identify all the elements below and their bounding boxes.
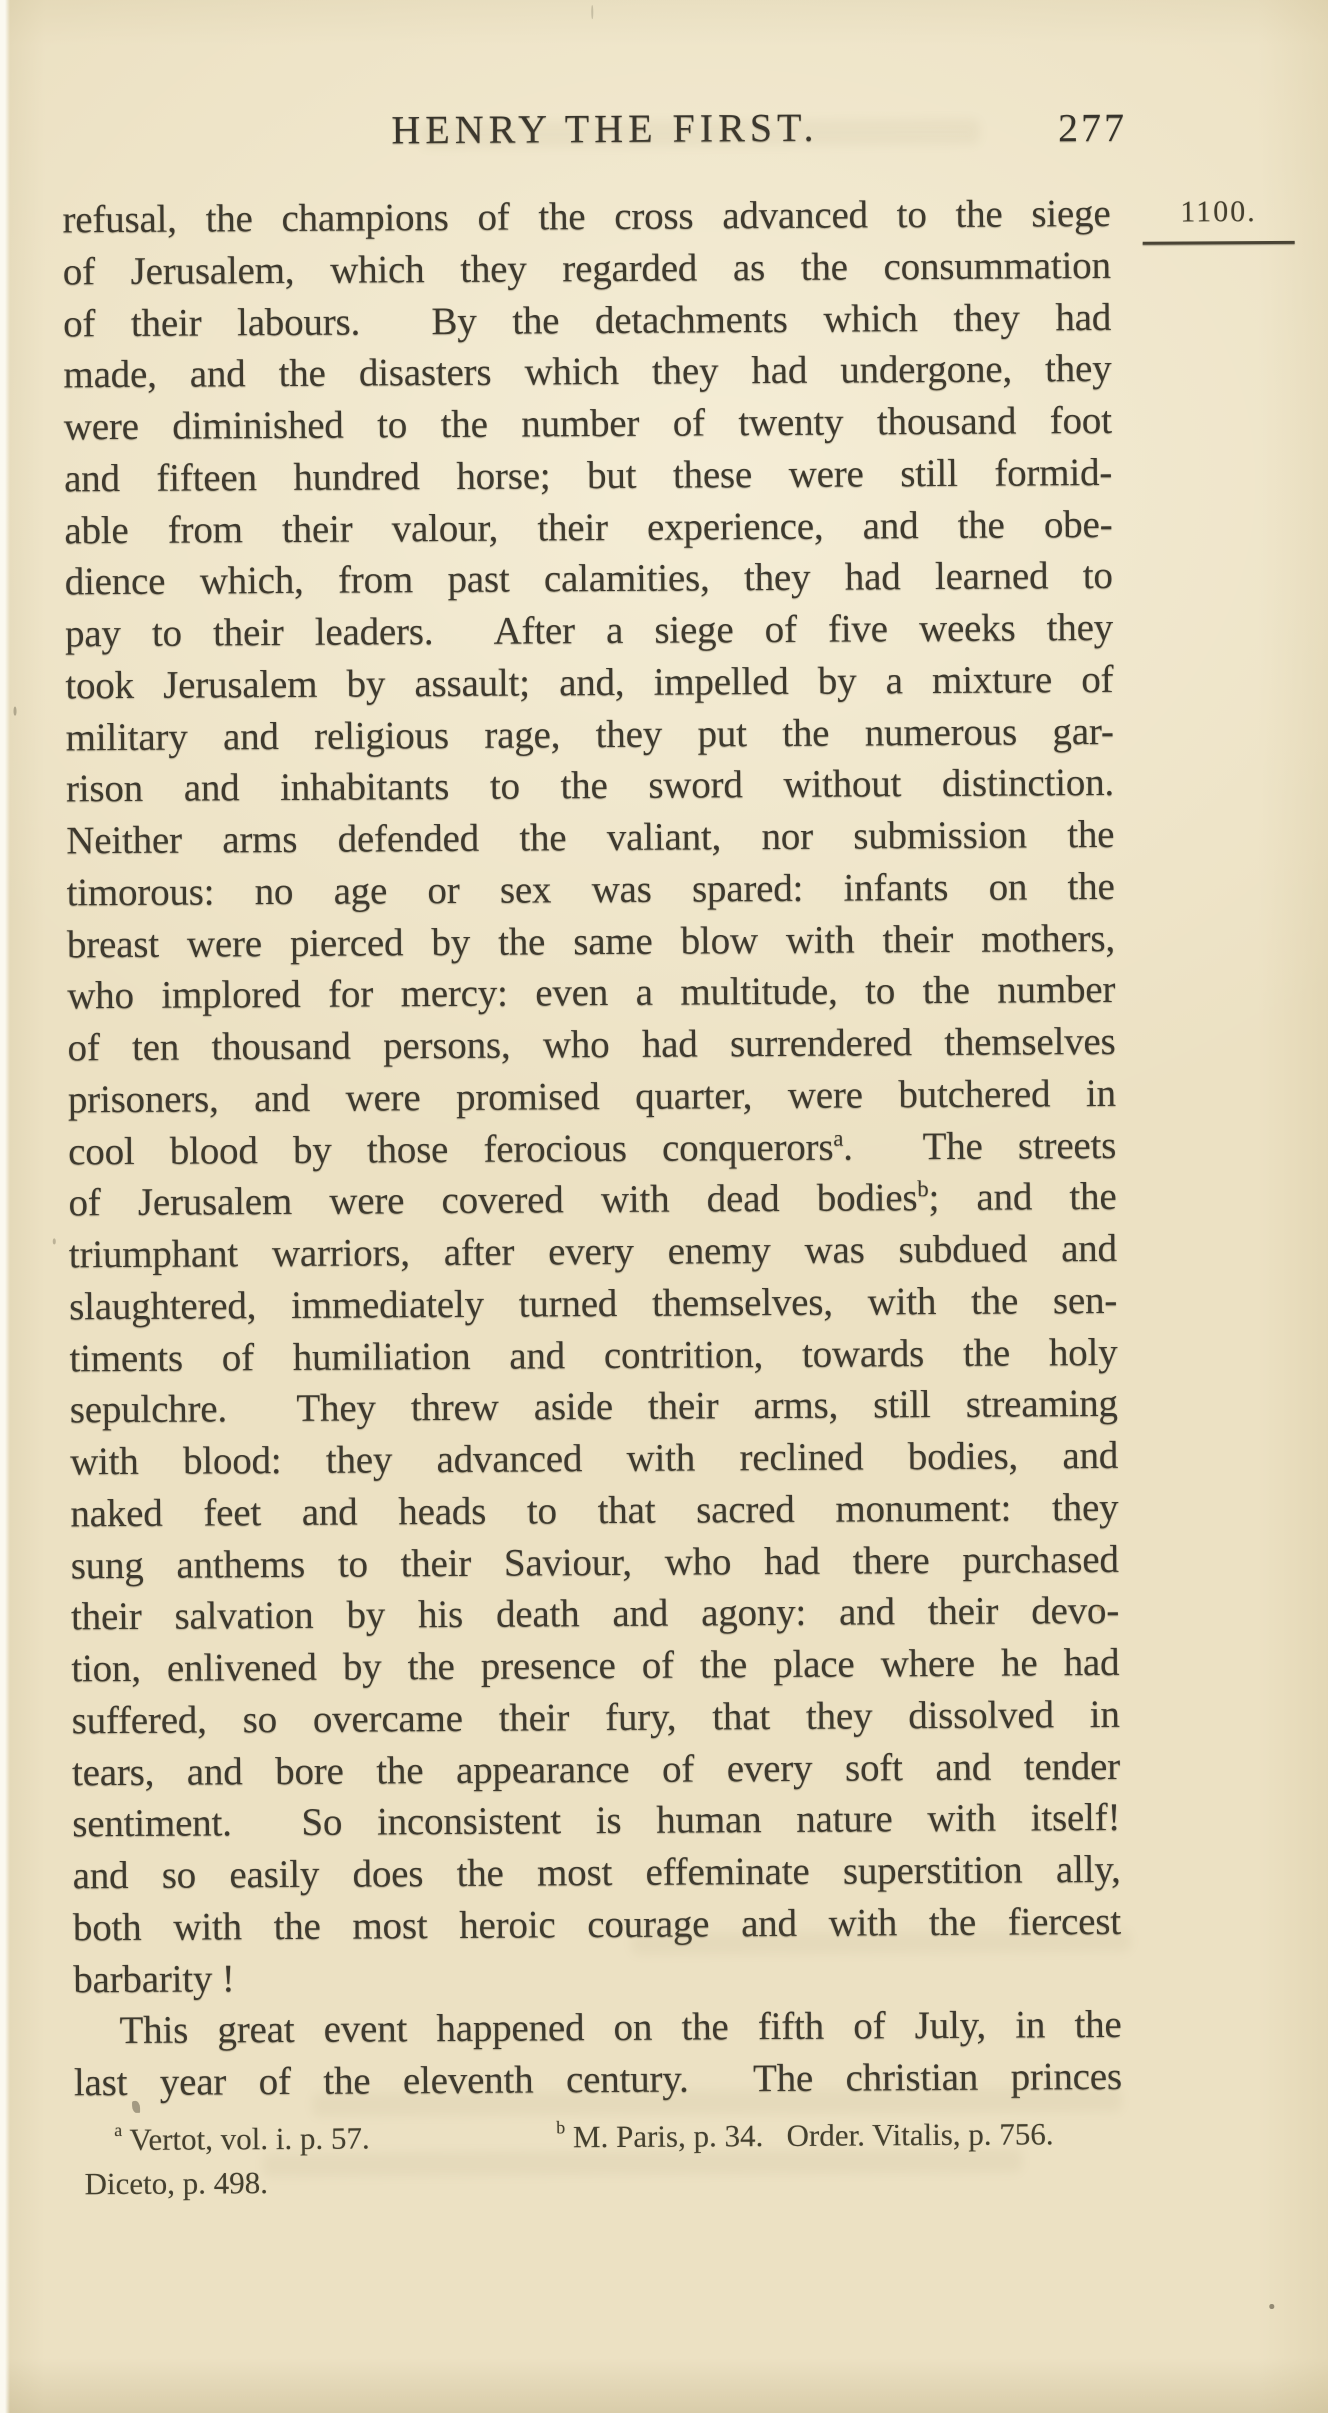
text-line: sentiment. So inconsistent is human nature with itself! bbox=[72, 1796, 1121, 1846]
text-line: both with the most heroic courage and with the fiercest bbox=[72, 1899, 1122, 1950]
footnote-continuation: Diceto, p. 498. bbox=[84, 2165, 269, 2202]
text-line: triumphant warriors, after every enemy was subdued and bbox=[68, 1226, 1117, 1277]
scan-speck bbox=[53, 1238, 56, 1244]
text-line: able from their valour, their experience, and the obe- bbox=[64, 502, 1113, 552]
footnote-b: $^b$ M. Paris, p. 34. Order. Vitalis, p. 756. bbox=[556, 2116, 1054, 2155]
text-line: dience which, from past calamities, they had learned to bbox=[64, 554, 1113, 604]
text-line: slaughtered, immediately turned themselves, with the sen- bbox=[69, 1278, 1118, 1329]
text-line: suffered, so overcame their fury, that they dissolved in bbox=[71, 1692, 1120, 1743]
text-line: pay to their leaders. After a siege of five weeks they bbox=[64, 605, 1114, 656]
text-line: took Jerusalem by assault; and, impelled by a mixture of bbox=[65, 657, 1114, 708]
text-line: of Jerusalem were covered with dead bodies$^b$; and the bbox=[68, 1175, 1117, 1225]
text-line: were diminished to the number of twenty thousand foot bbox=[63, 398, 1112, 449]
text-line: timorous: no age or sex was spared: infants on the bbox=[66, 864, 1115, 915]
text-line: their salvation by his death and agony: and their devo- bbox=[70, 1589, 1120, 1639]
text-line: breast were pierced by the same blow with their mothers, bbox=[66, 916, 1116, 966]
text-line: barbarity ! bbox=[73, 1956, 235, 2001]
footnote-row bbox=[74, 2112, 1122, 2162]
text-line: military and religious rage, they put the numerous gar- bbox=[65, 709, 1114, 759]
footnote-a: $^a$ Vertot, vol. i. p. 57. bbox=[114, 2120, 370, 2158]
scan-speck bbox=[591, 5, 593, 19]
text-line: prisoners, and were promised quarter, were butchered in bbox=[67, 1071, 1117, 1122]
text-line: tears, and bore the appearance of every soft and tender bbox=[71, 1744, 1121, 1794]
text-line: This great event happened on the fifth of July, in the bbox=[119, 2003, 1122, 2053]
text-line: of Jerusalem, which they regarded as the consummation bbox=[62, 243, 1111, 294]
margin-note bbox=[1142, 195, 1294, 245]
text-line: refusal, the champions of the cross advanced to the siege bbox=[62, 191, 1111, 242]
footnotes bbox=[74, 2112, 1123, 2206]
text-line: last year of the eleventh century. The christian princes bbox=[73, 2054, 1123, 2105]
text-line: of their labours. By the detachments which they had bbox=[63, 295, 1112, 345]
page-number: 277 bbox=[1057, 104, 1128, 151]
text-line: sepulchre. They threw aside their arms, still streaming bbox=[69, 1382, 1118, 1432]
text-line: with blood: they advanced with reclined bodies, and bbox=[69, 1433, 1119, 1484]
running-head-title: HENRY THE FIRST. bbox=[391, 104, 819, 153]
text-line: cool blood by those ferocious conquerors$^a$. The streets bbox=[68, 1123, 1117, 1173]
text-line: rison and inhabitants to the sword without distinction. bbox=[65, 761, 1115, 811]
text-line: of ten thousand persons, who had surrendered themselves bbox=[67, 1019, 1116, 1070]
scan-speck bbox=[14, 707, 17, 716]
text-line: Neither arms defended the valiant, nor submission the bbox=[66, 812, 1115, 863]
text-line: timents of humiliation and contrition, towards the holy bbox=[69, 1330, 1118, 1380]
text-line: sung anthems to their Saviour, who had there purchased bbox=[70, 1537, 1119, 1587]
text-line: and fifteen hundred horse; but these were still formid- bbox=[63, 450, 1113, 501]
text-line: who implored for mercy: even a multitude, to the number bbox=[67, 968, 1116, 1018]
body-lines bbox=[62, 188, 1122, 2109]
text-line: made, and the disasters which they had undergone, they bbox=[63, 347, 1112, 397]
margin-year-label: 1100. bbox=[1180, 195, 1257, 229]
text-line: and so easily does the most effeminate superstition ally, bbox=[72, 1847, 1121, 1898]
margin-rule-divider bbox=[1143, 241, 1295, 245]
scan-speck bbox=[1269, 2304, 1274, 2309]
text-line: naked feet and heads to that sacred monument: they bbox=[70, 1485, 1119, 1536]
text-line: tion, enlivened by the presence of the place where he had bbox=[71, 1640, 1120, 1691]
